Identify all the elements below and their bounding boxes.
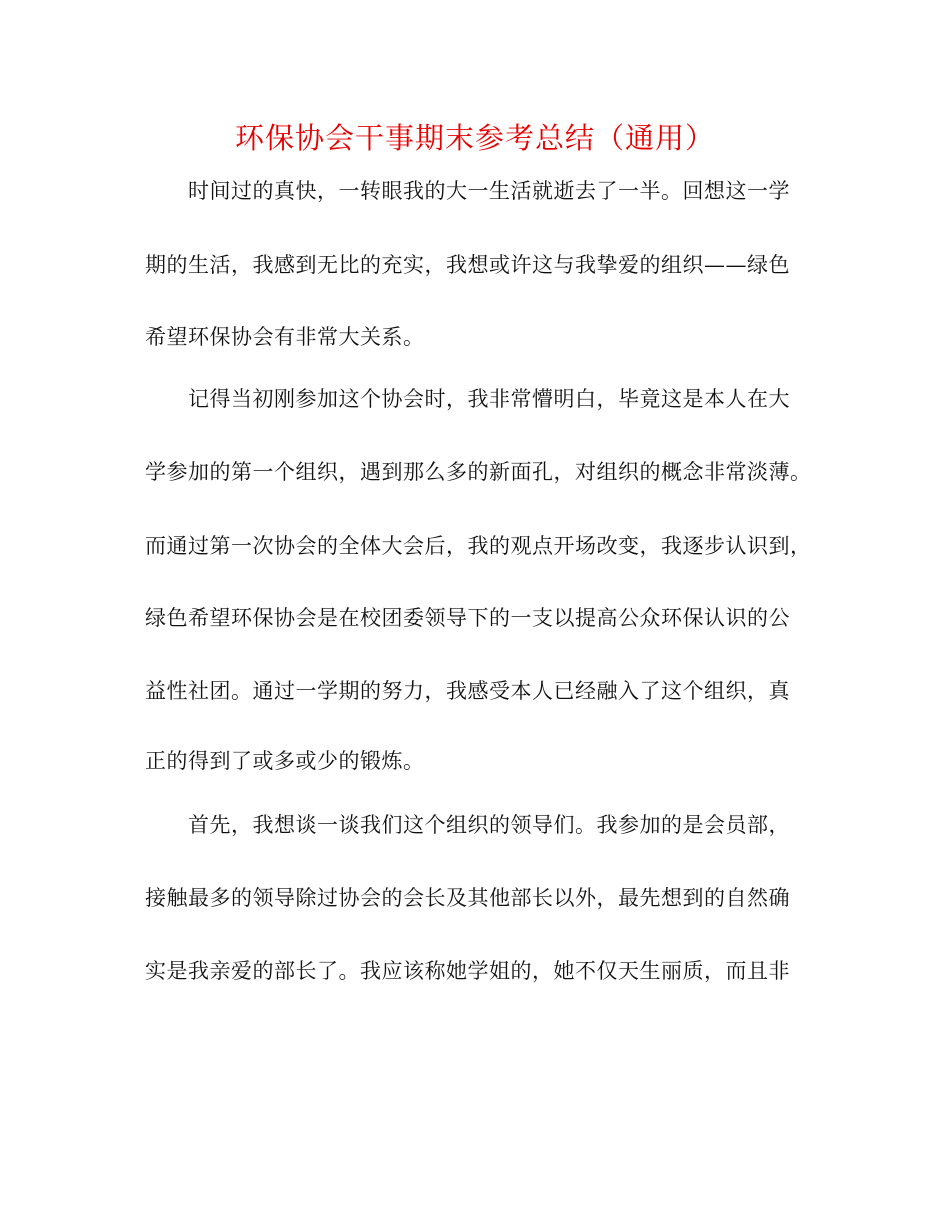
paragraph-line-10: 首先，我想谈一谈我们这个组织的领导们。我参加的是会员部，: [188, 813, 790, 837]
paragraph-line-12: 实是我亲爱的部长了。我应该称她学姐的，她不仅天生丽质，而且非: [145, 959, 790, 983]
paragraph-line-11: 接触最多的领导除过协会的会长及其他部长以外，最先想到的自然确: [145, 886, 790, 910]
paragraph-line-5: 学参加的第一个组织，遇到那么多的新面孔，对组织的概念非常淡薄。: [145, 460, 812, 484]
paragraph-line-9: 正的得到了或多或少的锻炼。: [145, 749, 425, 773]
paragraph-line-7: 绿色希望环保协会是在校团委领导下的一支以提高公众环保认识的公: [145, 606, 790, 630]
paragraph-line-6: 而通过第一次协会的全体大会后，我的观点开场改变，我逐步认识到，: [145, 534, 812, 558]
paragraph-line-3: 希望环保协会有非常大关系。: [145, 325, 425, 349]
paragraph-line-1: 时间过的真快，一转眼我的大一生活就逝去了一半。回想这一学: [188, 179, 790, 203]
paragraph-line-4: 记得当初刚参加这个协会时，我非常懵明白，毕竟这是本人在大: [188, 387, 790, 411]
document-title: 环保协会干事期末参考总结（通用）: [234, 121, 715, 155]
paragraph-line-8: 益性社团。通过一学期的努力，我感受本人已经融入了这个组织，真: [145, 679, 790, 703]
paragraph-line-2: 期的生活，我感到无比的充实，我想或许这与我挚爱的组织——绿色: [145, 253, 790, 277]
